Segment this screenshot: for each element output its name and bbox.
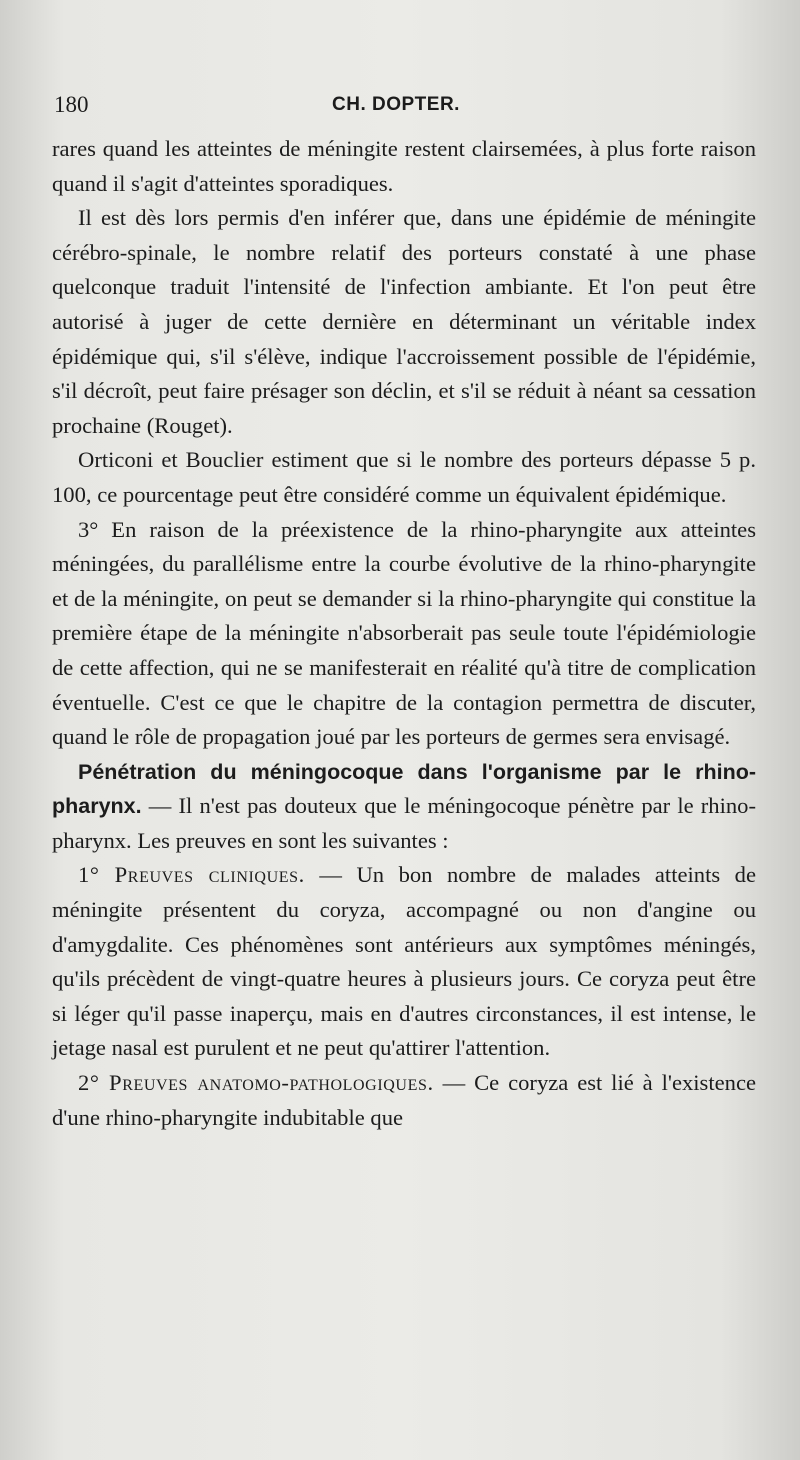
- paragraph-preuves-anatomo: [52, 1066, 756, 1135]
- paragraph-continuation: rares quand les atteintes de méningite restent clairsemées, à plus forte raison quand il s'agit d'atteintes sporadiques.: [52, 136, 756, 196]
- running-head: CH. DOPTER.: [332, 94, 460, 115]
- subsection-text: — Un bon nombre de malades atteints de méningite présentent du coryza, accompagné ou non d'angine ou d'amygdalite. Ces phénomènes sont antérieurs aux symptômes méningés, qu'ils précèdent de vingt-quatre heures à plusieurs jours. Ce coryza peut être si léger qu'il passe inaperçu, mais en d'autres circonstances, il est intense, le jetage nasal est purulent et ne peut qu'attirer l'attention.: [52, 862, 757, 1061]
- paragraph-preuves-cliniques: [52, 858, 756, 1066]
- subsection-text: — Ce coryza est lié à l'existence d'une rhino-pharyngite indubitable que: [52, 1070, 756, 1130]
- section-heading: Pénétration du méningocoque dans l'organisme par le rhino-pharynx.: [52, 759, 756, 819]
- subsection-label: 1° Preuves cliniques.: [78, 862, 305, 888]
- section-text: — Il n'est pas douteux que le méningocoque pénètre par le rhino-pharynx. Les preuves en sont les suivantes :: [52, 793, 756, 853]
- paragraph-rhino-pharyngite: 3° En raison de la préexistence de la rhino-pharyngite aux atteintes méningées, du parallélisme entre la courbe évolutive de la rhino-pharyngite et de la méningite, on peut se demander si la rhino-pharyngite qui constitue la première étape de la méningite n'absorberait pas seule toute l'épidémiologie de cette affection, qui ne se manifesterait en réalité qu'à titre de complication éventuelle. C'est ce que le chapitre de la contagion permettra de discuter, quand le rôle de propagation joué par les porteurs de germes sera envisagé.: [52, 516, 756, 750]
- page-header: [54, 92, 754, 128]
- paragraph-index-epidemique: Il est dès lors permis d'en inférer que, dans une épidémie de méningite cérébro-spinale, le nombre relatif des porteurs constaté à une phase quelconque traduit l'intensité de l'infection ambiante. Et l'on peut être autorisé à juger de cette dernière en déterminant un véritable index épidémique qui, s'il s'élève, indique l'accroissement possible de l'épidémie, s'il décroît, peut faire présager son déclin, et s'il se réduit à néant sa cessation prochaine (Rouget).: [52, 205, 756, 438]
- paragraph-penetration: [52, 755, 756, 859]
- body-text: [52, 132, 756, 1135]
- paragraph-orticoni: Orticoni et Bouclier estiment que si le nombre des porteurs dépasse 5 p. 100, ce pourcentage peut être considéré comme un équivalent épidémique.: [52, 447, 756, 507]
- subsection-label: 2° Preuves anatomo-pathologiques.: [78, 1070, 434, 1096]
- page-number: 180: [54, 92, 89, 117]
